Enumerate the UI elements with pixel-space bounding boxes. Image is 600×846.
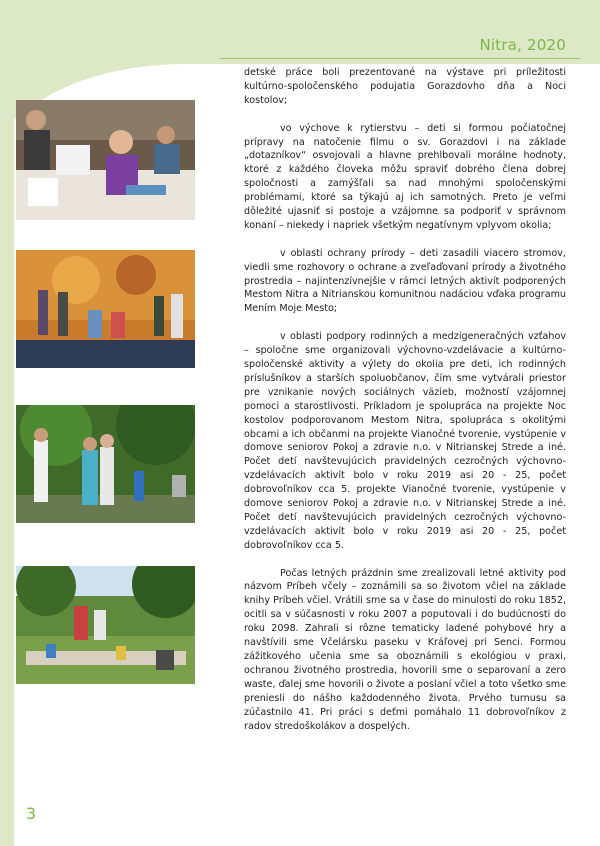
paragraph-family: v oblasti podpory rodinných a medzigeneračných vzťahov – spoločne sme organizovali výchovno-vzdelávacie a kultúrno-spoločenské aktivity a výlety do okolia pre deti, ich rodinných príslušníkov a starších spoluobčanov, čím sme vytvárali priestor pre vznikanie nových sociálnych väzieb, možností vzájomnej pomoci a starostlivosti. Príkladom je spolupráca na projekte Noc kostolov podporovanom Mestom Nitra, spolupráca s okolitými obcami a ich občanmi na projekte Vianočné tvorenie, vystúpenie v domove seniorov Pokoj a zdravie n.o. v Nitrianskej Strede a iné. Počet detí navštevujúcich pravidelných cezročných výchovno-vzdelávacích aktivít bolo v roku 2019 asi 20 - 25, počet dobrovoľníkov cca 5. projekte Vianočné tvorenie, vystúpenie v domove seniorov Pokoj a zdravie n.o. v Nitrianskej Strede a iné. Počet detí navštevujúcich pravidelných cezročných výchovno-vzdelávacích aktivít bolo v roku 2019 asi 20 - 25, počet dobrovoľníkov cca 5.	[244, 331, 566, 551]
paragraph-summer: Počas letných prázdnin sme zrealizovali letné aktivity pod názvom Príbeh včely – zoznámili sa so životom včiel na základe knihy Príbeh včiel. Vrátili sme sa v čase do minulosti do roku 1852, ocitli sa v súčasnosti v roku 2007 a poputovali i do budúcnosti do roku 2098. Zahrali si rôzne tematicky ladené pohybové hry a navštívili sme Včelársku paseku v Kráľovej pri Senci. Formou zážitkového učenia sme sa oboznámili s ekológiou v praxi, ochranou životného prostredia, hovorili sme o separovaní a zero waste, ďalej sme hovorili o živote a poslaní včiel a toto všetko sme preniesli do nášho každodenného života. Prvého turnusu sa zúčastnilo 41. Pri práci s deťmi pomáhalo 11 dobrovoľníkov z radov stredoškolákov a dospelých.	[244, 567, 566, 732]
page-number: 3	[26, 804, 37, 823]
paragraph-nature: v oblasti ochrany prírody – deti zasadili viacero stromov, viedli sme rozhovory o ochrane a zveľaďovaní prírody a životného prostredia – najintenzívnejšie v rámci letných aktivít podporených Mestom Nitra a Nitrianskou komunitnou nadáciou vďaka programu Mením Moje Mesto;	[244, 247, 566, 315]
header-rule	[220, 58, 580, 59]
left-margin-strip	[0, 64, 14, 846]
photo-outdoor-garden-event	[16, 405, 195, 523]
paragraph-exhibition: detské práce boli prezentované na výstave pri príležitosti kultúrno-spoločenského podujatia Gorazdovho dňa a Noci kostolov;	[244, 67, 566, 106]
photo-children-crafts	[16, 100, 195, 220]
main-text-column	[244, 66, 566, 747]
photo-children-in-park	[16, 566, 195, 684]
header-title: Nitra, 2020	[479, 36, 566, 54]
photo-theater-performance	[16, 250, 195, 368]
paragraph-chivalry: vo výchove k rytierstvu – deti si formou počiatočnej prípravy na natočenie filmu o sv. Gorazdovi i na základe „dotazníkov“ osvojovali a hlavne prehlbovali morálne hodnoty, ktoré z každého človeka môžu spraviť dobrého člena dobrej spoločnosti a zamýšľali sa nad mnohými spoločenskými problémami, ktoré sa týkajú aj ich samotných. Preto je veľmi dôležité ujasniť si postoje a vzájomne sa podporiť v správnom konaní – niekedy i napriek všetkým negatívnym vplyvom okolia;	[244, 122, 566, 231]
